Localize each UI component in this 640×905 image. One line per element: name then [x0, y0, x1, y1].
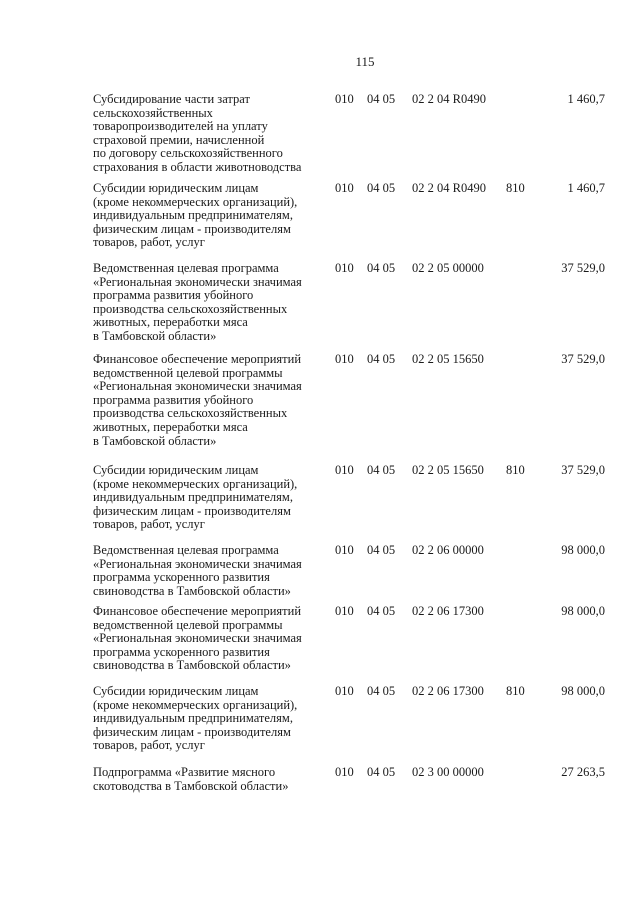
amount: 1 460,7 [567, 181, 605, 195]
description-line: программа ускоренного развития [93, 644, 270, 659]
amount: 98 000,0 [561, 543, 605, 557]
ministry-code: 010 [335, 463, 354, 477]
section-code: 04 05 [367, 92, 396, 106]
description-line: Ведомственная целевая программа [93, 543, 279, 557]
ministry-code: 010 [335, 684, 354, 698]
expense-type-code: 810 [506, 463, 525, 477]
amount: 1 460,7 [567, 92, 605, 106]
amount: 27 263,5 [561, 765, 605, 779]
target-article-code: 02 2 04 R0490 [412, 181, 486, 195]
description-line: программа ускоренного развития [93, 570, 270, 585]
description-line: производства сельскохозяйственных [93, 406, 288, 421]
description-line: животных, переработки мяса [93, 315, 248, 330]
ministry-code: 010 [335, 92, 354, 106]
section-code: 04 05 [367, 604, 396, 618]
description-line: животных, переработки мяса [93, 419, 248, 434]
description-line: в Тамбовской области» [93, 328, 217, 343]
row-description [93, 93, 328, 175]
target-article-code: 02 2 04 R0490 [412, 92, 486, 106]
description-line: Финансовое обеспечение мероприятий [93, 604, 302, 618]
description-line: страховой премии, начисленной [93, 132, 265, 147]
description-line: сельскохозяйственных [93, 105, 213, 120]
description-line: (кроме некоммерческих организаций), [93, 194, 298, 209]
ministry-code: 010 [335, 604, 354, 618]
description-line: свиноводства в Тамбовской области» [93, 658, 291, 673]
row-description [93, 605, 328, 673]
section-code: 04 05 [367, 352, 396, 366]
ministry-code: 010 [335, 352, 354, 366]
section-code: 04 05 [367, 463, 396, 477]
target-article-code: 02 2 06 17300 [412, 604, 484, 618]
row-description [93, 353, 328, 448]
target-article-code: 02 2 05 15650 [412, 463, 484, 477]
description-line: ведомственной целевой программы [93, 365, 283, 380]
description-line: Субсидирование части затрат [93, 92, 250, 106]
description-line: Субсидии юридическим лицам [93, 684, 259, 698]
page-number: 115 [355, 54, 375, 69]
description-line: товаропроизводителей на уплату [93, 119, 268, 134]
description-line: физическим лицам - производителям [93, 503, 291, 518]
description-line: Субсидии юридическим лицам [93, 181, 259, 195]
description-line: «Региональная экономически значимая [93, 556, 302, 571]
description-line: Ведомственная целевая программа [93, 261, 279, 275]
expense-type-code: 810 [506, 684, 525, 698]
description-line: по договору сельскохозяйственного [93, 146, 283, 161]
description-line: Финансовое обеспечение мероприятий [93, 352, 302, 366]
description-line: скотоводства в Тамбовской области» [93, 778, 289, 793]
expense-type-code: 810 [506, 181, 525, 195]
description-line: «Региональная экономически значимая [93, 379, 302, 394]
description-line: (кроме некоммерческих организаций), [93, 476, 298, 491]
description-line: «Региональная экономически значимая [93, 274, 302, 289]
row-description [93, 262, 328, 344]
description-line: «Региональная экономически значимая [93, 631, 302, 646]
target-article-code: 02 2 06 00000 [412, 543, 484, 557]
section-code: 04 05 [367, 181, 396, 195]
description-line: товаров, работ, услуг [93, 738, 205, 753]
section-code: 04 05 [367, 765, 396, 779]
section-code: 04 05 [367, 543, 396, 557]
ministry-code: 010 [335, 261, 354, 275]
description-line: программа развития убойного [93, 288, 254, 303]
description-line: индивидуальным предпринимателям, [93, 208, 293, 223]
row-description [93, 182, 328, 250]
amount: 37 529,0 [561, 352, 605, 366]
description-line: физическим лицам - производителям [93, 221, 291, 236]
description-line: страхования в области животноводства [93, 159, 302, 174]
section-code: 04 05 [367, 684, 396, 698]
ministry-code: 010 [335, 181, 354, 195]
description-line: товаров, работ, услуг [93, 235, 205, 250]
description-line: Подпрограмма «Развитие мясного [93, 765, 276, 779]
row-description [93, 766, 328, 793]
row-description [93, 544, 328, 598]
description-line: производства сельскохозяйственных [93, 301, 288, 316]
description-line: Субсидии юридическим лицам [93, 463, 259, 477]
description-line: индивидуальным предпринимателям, [93, 490, 293, 505]
row-description [93, 685, 328, 753]
ministry-code: 010 [335, 765, 354, 779]
description-line: свиноводства в Тамбовской области» [93, 583, 291, 598]
target-article-code: 02 2 05 00000 [412, 261, 484, 275]
description-line: физическим лицам - производителям [93, 724, 291, 739]
ministry-code: 010 [335, 543, 354, 557]
amount: 98 000,0 [561, 604, 605, 618]
description-line: индивидуальным предпринимателям, [93, 711, 293, 726]
target-article-code: 02 2 05 15650 [412, 352, 484, 366]
amount: 98 000,0 [561, 684, 605, 698]
description-line: в Тамбовской области» [93, 433, 217, 448]
amount: 37 529,0 [561, 261, 605, 275]
section-code: 04 05 [367, 261, 396, 275]
description-line: (кроме некоммерческих организаций), [93, 697, 298, 712]
row-description [93, 464, 328, 532]
target-article-code: 02 2 06 17300 [412, 684, 484, 698]
description-line: программа развития убойного [93, 392, 254, 407]
description-line: товаров, работ, услуг [93, 517, 205, 532]
target-article-code: 02 3 00 00000 [412, 765, 484, 779]
amount: 37 529,0 [561, 463, 605, 477]
description-line: ведомственной целевой программы [93, 617, 283, 632]
